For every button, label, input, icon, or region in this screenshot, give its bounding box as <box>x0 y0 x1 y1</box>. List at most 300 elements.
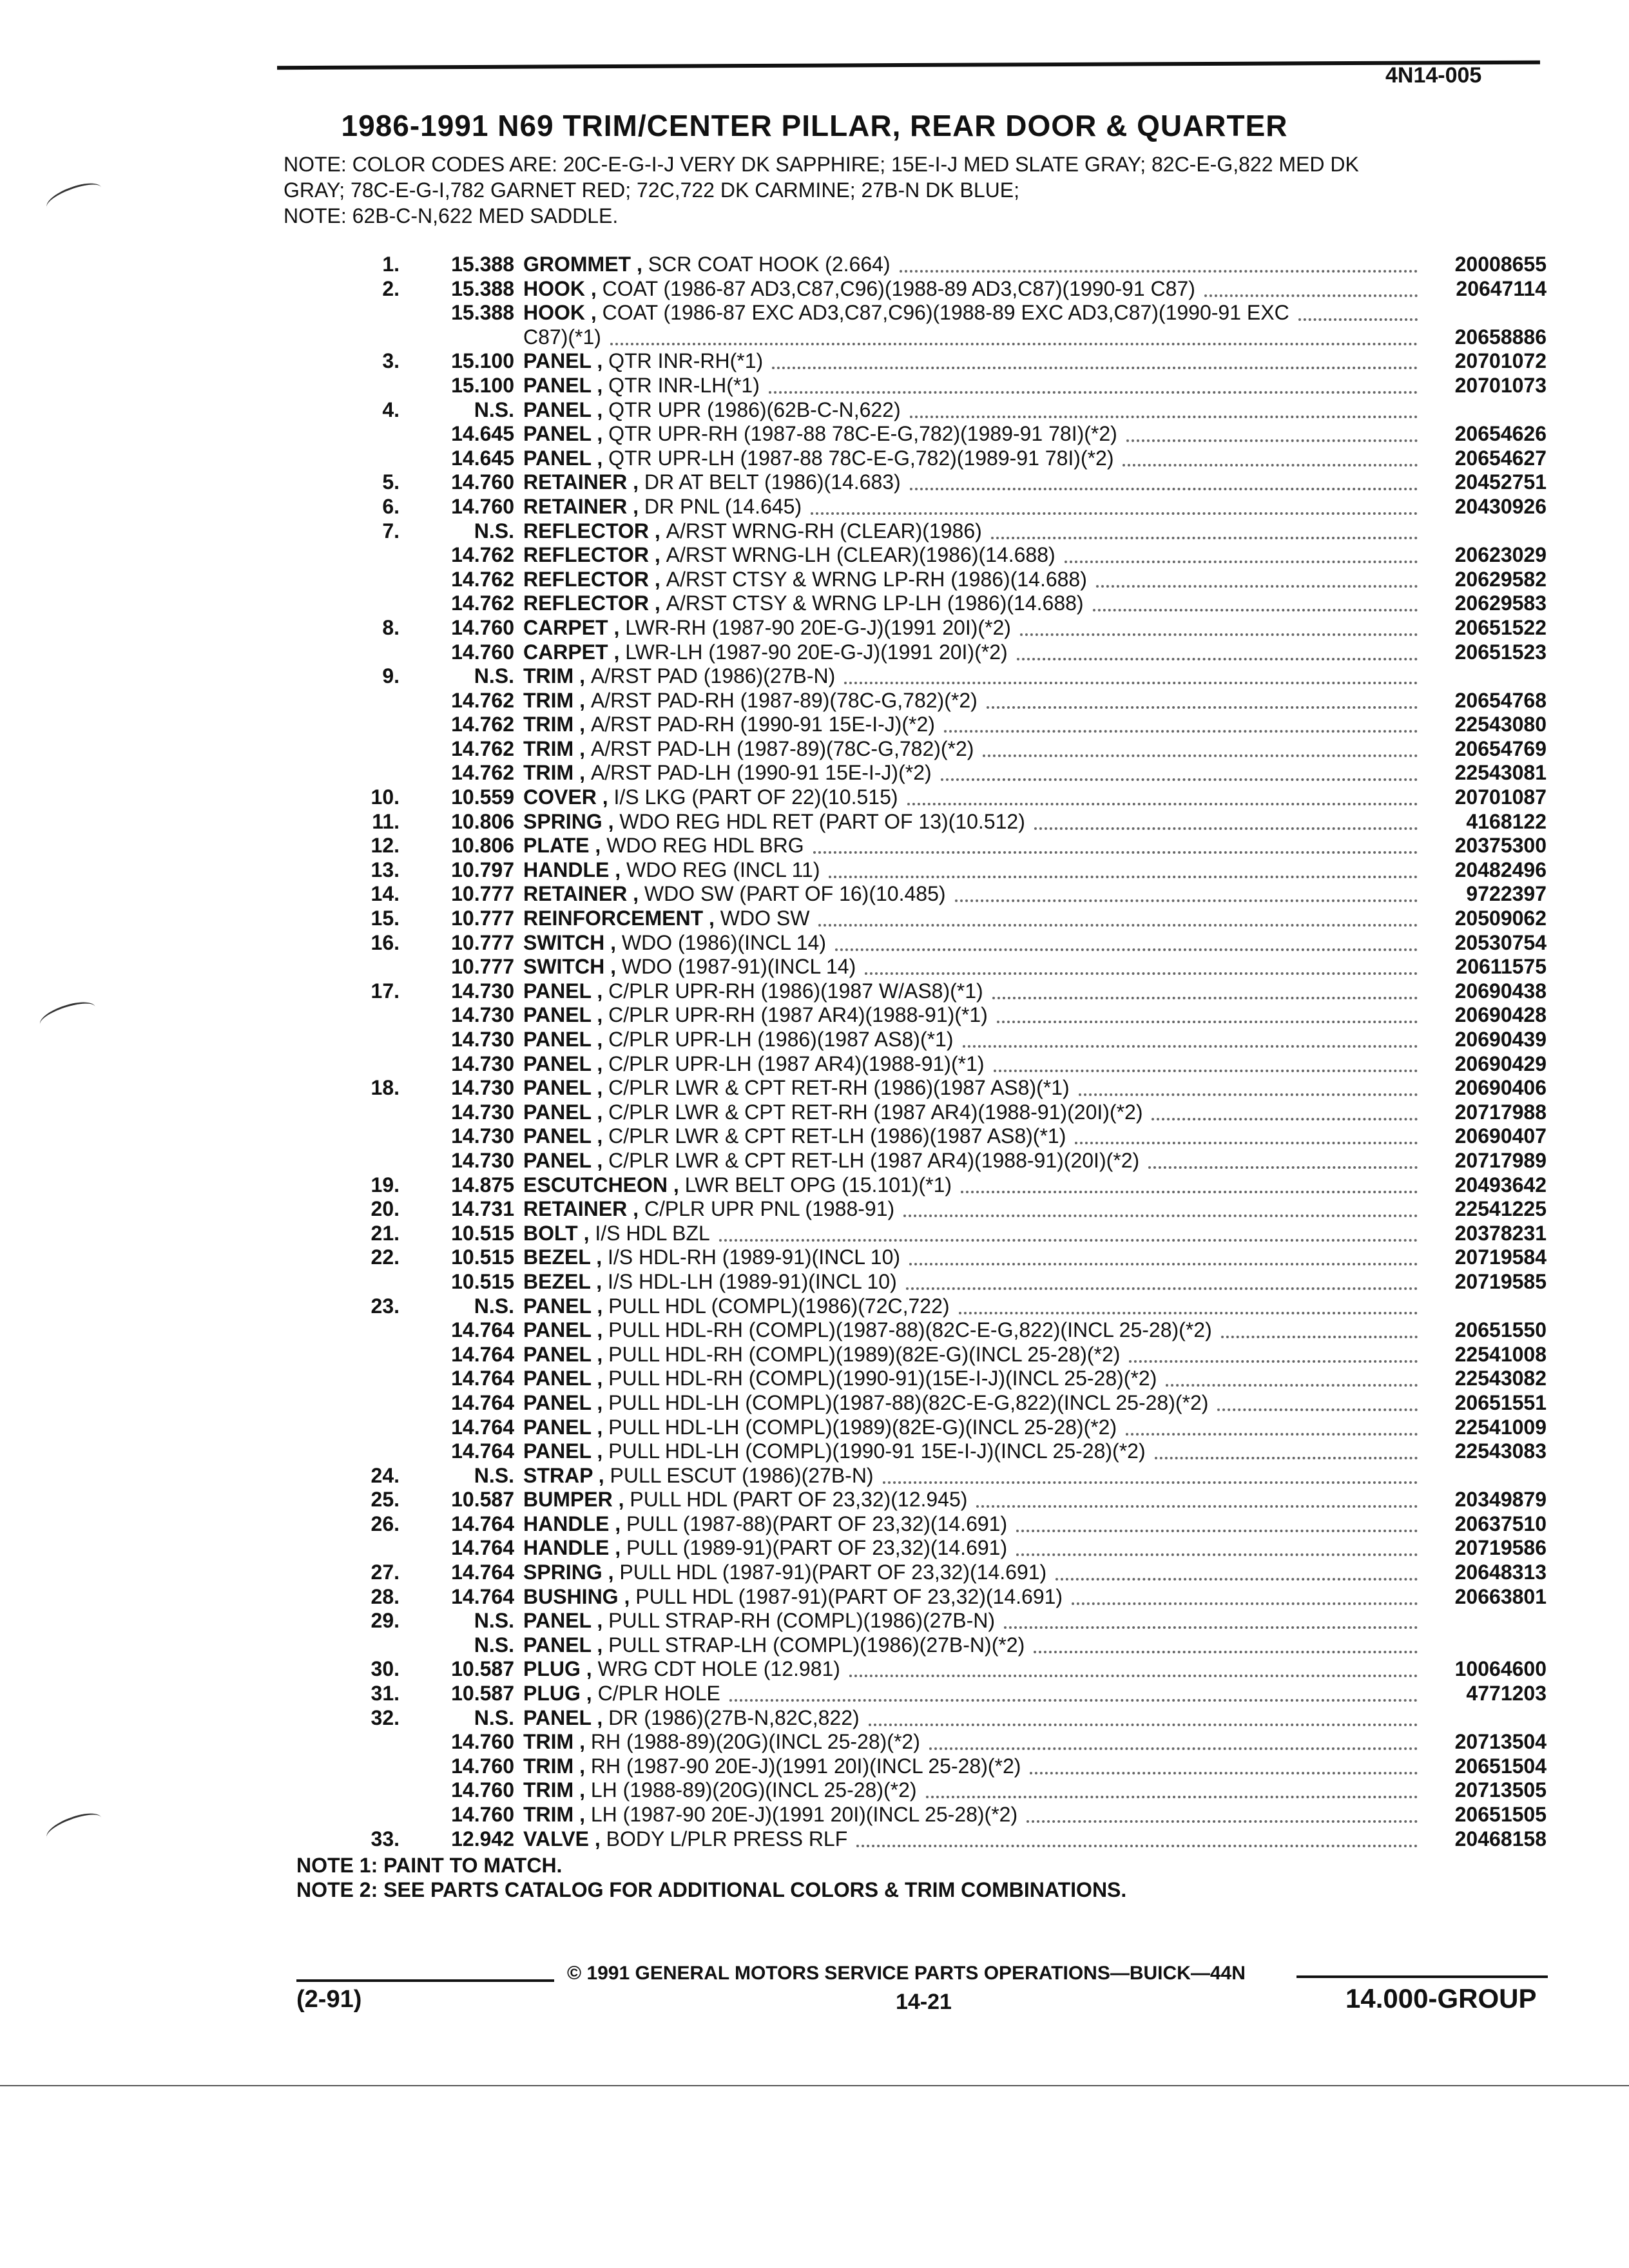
parts-row <box>348 785 1547 810</box>
item-number: 14. <box>371 882 400 906</box>
parts-row <box>348 470 1547 495</box>
item-number: 28. <box>371 1584 400 1608</box>
part-name <box>523 1536 1007 1560</box>
name-separator: , <box>602 1561 620 1584</box>
part-name <box>523 979 983 1003</box>
part-description: PULL HDL (PART OF 23,32)(12.945) <box>630 1488 968 1512</box>
part-description: C/PLR LWR & CPT RET-RH (1986)(1987 AS8)(*1) <box>608 1076 1070 1100</box>
name-separator: , <box>618 1584 636 1608</box>
part-name <box>523 882 946 906</box>
name-separator: , <box>648 519 666 543</box>
name-separator: , <box>591 373 609 397</box>
part-name-text: TRIM <box>523 761 574 785</box>
group-number: N.S. <box>474 1463 514 1487</box>
parts-row <box>348 1730 1547 1754</box>
group-number: 14.764 <box>451 1439 514 1463</box>
group-number: 10.777 <box>451 930 514 954</box>
dot-leader <box>869 1724 1418 1726</box>
item-number: 16. <box>371 930 400 954</box>
part-name <box>523 737 974 761</box>
footer-rule-right <box>1296 1975 1548 1978</box>
parts-row <box>348 1657 1547 1682</box>
part-description: PULL HDL (1987-91)(PART OF 23,32)(14.691) <box>635 1584 1063 1608</box>
parts-row <box>348 1100 1547 1125</box>
part-name <box>523 253 891 276</box>
group-number: N.S. <box>474 1706 514 1729</box>
group-number: 14.762 <box>451 736 514 760</box>
part-description: I/S HDL-LH (1989-91)(INCL 10) <box>607 1269 897 1293</box>
group-number: 10.806 <box>451 834 514 858</box>
part-description: C/PLR LWR & CPT RET-RH (1987 AR4)(1988-91)(20I)(*2) <box>608 1100 1143 1124</box>
parts-list <box>348 253 1547 1851</box>
part-description: A/RST PAD (1986)(27B-N) <box>590 664 836 688</box>
parts-row <box>348 858 1547 883</box>
parts-row <box>348 1827 1547 1852</box>
part-name-text: PANEL <box>523 422 592 446</box>
parts-row <box>348 931 1547 956</box>
part-description: WDO REG (INCL 11) <box>626 858 820 881</box>
dot-leader <box>1017 658 1418 660</box>
dot-leader <box>1096 585 1418 588</box>
part-number: 4168122 <box>1460 810 1547 834</box>
part-name <box>523 1149 1139 1173</box>
part-description: LH (1987-90 20E-J)(1991 20I)(INCL 25-28)(*2) <box>590 1803 1018 1826</box>
name-separator: , <box>608 615 626 639</box>
dot-leader <box>906 1287 1418 1290</box>
part-name <box>523 1245 900 1269</box>
name-separator: , <box>609 858 626 881</box>
parts-row <box>348 810 1547 834</box>
part-number: 20654626 <box>1449 422 1547 446</box>
part-name <box>523 640 1008 664</box>
name-separator: , <box>574 1754 591 1778</box>
parts-row <box>348 1633 1547 1658</box>
name-separator: , <box>703 907 720 930</box>
part-name-text: HANDLE <box>523 1512 610 1535</box>
name-separator: , <box>591 1706 609 1729</box>
part-number: 20482496 <box>1449 858 1547 882</box>
part-name <box>523 1222 710 1245</box>
dot-leader <box>610 343 1418 345</box>
part-name-text: PANEL <box>523 373 592 397</box>
dot-leader <box>1065 561 1418 563</box>
name-separator: , <box>648 567 666 591</box>
name-separator: , <box>609 1512 626 1535</box>
part-number: 20378231 <box>1449 1222 1547 1245</box>
group-number: 14.760 <box>451 1754 514 1778</box>
group-number: 10.587 <box>451 1488 514 1512</box>
part-description: A/RST PAD-LH (1990-91 15E-I-J)(*2) <box>590 761 932 785</box>
part-number: 20701087 <box>1449 785 1547 809</box>
parts-row <box>348 398 1547 423</box>
part-description: C/PLR LWR & CPT RET-LH (1987 AR4)(1988-91)(20I)(*2) <box>608 1148 1140 1172</box>
name-separator: , <box>591 1148 609 1172</box>
parts-row <box>348 1416 1547 1440</box>
parts-row <box>348 1270 1547 1294</box>
part-name <box>523 277 1195 301</box>
name-separator: , <box>591 1633 609 1657</box>
group-number: 10.587 <box>451 1657 514 1681</box>
part-name-text: BOLT <box>523 1221 578 1245</box>
group-number: 10.559 <box>451 785 514 809</box>
part-name <box>523 1003 988 1027</box>
parts-row <box>348 1536 1547 1561</box>
group-number: 10.515 <box>451 1245 514 1269</box>
color-code-notes <box>284 151 1508 229</box>
part-name-text: PLUG <box>523 1657 581 1681</box>
dot-leader <box>961 1191 1418 1193</box>
dot-leader <box>1020 633 1418 636</box>
name-separator: , <box>608 640 626 664</box>
part-number: 4771203 <box>1460 1682 1547 1706</box>
part-name <box>523 616 1011 640</box>
name-separator: , <box>591 1342 609 1366</box>
dot-leader <box>856 1845 1418 1847</box>
part-name-text: PANEL <box>523 1415 592 1439</box>
part-description: PULL STRAP-RH (COMPL)(1986)(27B-N) <box>608 1609 995 1633</box>
group-number: 15.100 <box>451 349 514 373</box>
part-name <box>523 374 760 398</box>
part-description: A/RST CTSY & WRNG LP-RH (1986)(14.688) <box>666 567 1087 591</box>
part-name-text: PANEL <box>523 1003 592 1027</box>
part-name <box>523 1028 954 1052</box>
item-number: 26. <box>371 1512 400 1535</box>
name-separator: , <box>604 930 622 954</box>
part-name-text: BUMPER <box>523 1488 613 1512</box>
name-separator: , <box>668 1173 685 1196</box>
dot-leader <box>1152 1118 1418 1120</box>
part-name-text: CARPET <box>523 615 608 639</box>
part-number: 20713504 <box>1449 1730 1547 1754</box>
punch-mark <box>43 178 105 218</box>
part-name-text: HOOK <box>523 301 585 325</box>
dot-leader <box>1079 1093 1418 1096</box>
part-name <box>523 1197 894 1221</box>
footer-rule-left <box>296 1979 554 1982</box>
dot-leader <box>1298 318 1418 321</box>
part-description: WDO SW <box>720 907 810 930</box>
dot-leader <box>909 1263 1418 1265</box>
dot-leader <box>991 537 1418 539</box>
group-number: 14.764 <box>451 1390 514 1414</box>
dot-leader <box>926 1796 1418 1798</box>
group-number: 10.515 <box>451 1269 514 1293</box>
part-description: C/PLR LWR & CPT RET-LH (1986)(1987 AS8)(*1) <box>608 1124 1066 1148</box>
note-line: GRAY; 78C-E-G-I,782 GARNET RED; 72C,722 DK CARMINE; 27B-N DK BLUE; <box>284 178 1019 202</box>
part-description: RH (1988-89)(20G)(INCL 25-28)(*2) <box>590 1730 920 1754</box>
name-separator: , <box>609 1536 626 1560</box>
name-separator: , <box>592 1463 610 1487</box>
item-number: 2. <box>382 276 400 300</box>
parts-row <box>348 1294 1547 1319</box>
parts-row <box>348 1076 1547 1100</box>
group-number: N.S. <box>474 398 514 421</box>
footer-copyright: © 1991 GENERAL MOTORS SERVICE PARTS OPERATIONS—BUICK—44N <box>567 1963 1246 1984</box>
part-name-text: HOOK <box>523 276 585 300</box>
footnotes <box>296 1853 1126 1902</box>
footnote-1: NOTE 1: PAINT TO MATCH. <box>296 1854 563 1877</box>
group-number: N.S. <box>474 519 514 543</box>
name-separator: , <box>590 1245 608 1269</box>
part-name <box>523 834 804 858</box>
part-number: 22543080 <box>1449 713 1547 736</box>
name-separator: , <box>591 1390 609 1414</box>
group-number: 14.760 <box>451 1778 514 1802</box>
part-description: I/S HDL BZL <box>595 1221 710 1245</box>
part-name-text: SPRING <box>523 1561 602 1584</box>
part-name <box>523 1706 860 1730</box>
dot-leader <box>1016 1553 1418 1556</box>
part-number: 20690439 <box>1449 1028 1547 1052</box>
group-number: 14.730 <box>451 1148 514 1172</box>
parts-row <box>348 1197 1547 1222</box>
group-number: 14.764 <box>451 1536 514 1560</box>
part-description: C/PLR UPR-RH (1987 AR4)(1988-91)(*1) <box>608 1003 988 1027</box>
part-name-text: ESCUTCHEON <box>523 1173 668 1196</box>
part-name <box>523 325 601 349</box>
group-number: 14.731 <box>451 1197 514 1221</box>
part-name <box>523 568 1087 591</box>
part-name <box>523 1754 1021 1778</box>
dot-leader <box>1034 827 1418 830</box>
part-name <box>523 810 1025 834</box>
group-number: N.S. <box>474 1294 514 1318</box>
part-name <box>523 470 901 494</box>
parts-row <box>348 1149 1547 1173</box>
group-number: 15.388 <box>451 253 514 276</box>
dot-leader <box>963 1045 1418 1048</box>
dot-leader <box>929 1747 1418 1750</box>
part-number: 20654768 <box>1449 689 1547 713</box>
punch-mark <box>37 997 99 1035</box>
part-name <box>523 1585 1063 1609</box>
part-number: 20468158 <box>1449 1827 1547 1851</box>
part-name <box>523 422 1117 446</box>
part-description: WDO REG HDL BRG <box>606 834 804 858</box>
name-separator: , <box>648 591 666 615</box>
name-separator: , <box>648 543 666 567</box>
part-number: 20349879 <box>1449 1488 1547 1512</box>
part-name <box>523 689 978 713</box>
group-number: 15.100 <box>451 373 514 397</box>
item-number: 5. <box>382 470 400 494</box>
part-description: PULL HDL (1987-91)(PART OF 23,32)(14.691) <box>619 1561 1047 1584</box>
group-number: 14.760 <box>451 1730 514 1754</box>
part-description: PULL (1989-91)(PART OF 23,32)(14.691) <box>626 1536 1008 1560</box>
part-description: QTR UPR-RH (1987-88 78C-E-G,782)(1989-91 78I)(*2) <box>608 422 1117 446</box>
name-separator: , <box>589 834 607 858</box>
dot-leader <box>769 391 1418 394</box>
part-number: 20719586 <box>1449 1536 1547 1560</box>
dot-leader <box>910 416 1418 418</box>
name-separator: , <box>574 664 591 688</box>
name-separator: , <box>627 470 644 494</box>
part-name-text: VALVE <box>523 1827 589 1850</box>
item-number: 23. <box>371 1294 400 1318</box>
part-description: COAT (1986-87 AD3,C87,C96)(1988-89 AD3,C87)(1990-91 C87) <box>602 276 1195 300</box>
dot-leader <box>813 851 1418 854</box>
part-name <box>523 1100 1142 1124</box>
parts-row <box>348 301 1547 325</box>
dot-leader <box>719 1239 1418 1242</box>
parts-row <box>348 1343 1547 1367</box>
part-number: 9722397 <box>1460 882 1547 906</box>
name-separator: , <box>591 1052 609 1075</box>
part-description: SCR COAT HOOK (2.664) <box>648 253 891 276</box>
name-separator: , <box>574 688 591 712</box>
part-name <box>523 1609 995 1633</box>
parts-row <box>348 1682 1547 1706</box>
dot-leader <box>1123 464 1418 466</box>
dot-leader <box>772 367 1418 369</box>
parts-row <box>348 1778 1547 1803</box>
part-name-text: REINFORCEMENT <box>523 907 704 930</box>
group-number: 10.777 <box>451 955 514 979</box>
part-description: PULL HDL-RH (COMPL)(1989)(82E-G)(INCL 25-28)(*2) <box>608 1342 1121 1366</box>
name-separator: , <box>591 1439 609 1463</box>
name-separator: , <box>627 494 644 518</box>
part-name <box>523 1512 1007 1536</box>
group-number: N.S. <box>474 664 514 688</box>
part-name-text: BUSHING <box>523 1584 619 1608</box>
dot-leader <box>1072 1602 1418 1605</box>
name-separator: , <box>602 809 620 833</box>
part-number: 10064600 <box>1449 1657 1547 1681</box>
parts-row <box>348 1367 1547 1391</box>
group-number: N.S. <box>474 1609 514 1633</box>
part-name-text: SWITCH <box>523 955 605 979</box>
part-name <box>523 1124 1066 1148</box>
parts-row <box>348 1391 1547 1416</box>
dot-leader <box>1093 609 1418 611</box>
part-name <box>523 713 935 736</box>
name-separator: , <box>574 736 591 760</box>
parts-row <box>348 640 1547 665</box>
part-name-text: GROMMET <box>523 253 631 276</box>
parts-row <box>348 277 1547 302</box>
part-name-text: RETAINER <box>523 1197 628 1221</box>
dot-leader <box>1166 1384 1418 1387</box>
part-number: 20654769 <box>1449 737 1547 761</box>
part-description: WDO (1986)(INCL 14) <box>621 930 826 954</box>
part-name <box>523 1633 1025 1657</box>
part-name-text: PANEL <box>523 979 592 1003</box>
name-separator: , <box>591 1124 609 1148</box>
part-description: PULL HDL (COMPL)(1986)(72C,722) <box>608 1294 950 1318</box>
name-separator: , <box>591 398 609 421</box>
part-name <box>523 1076 1070 1100</box>
name-separator: , <box>580 1682 598 1706</box>
group-number: 12.942 <box>451 1827 514 1850</box>
parts-row <box>348 1585 1547 1610</box>
part-number: 20647114 <box>1449 277 1547 301</box>
part-name-text: CARPET <box>523 640 608 664</box>
parts-row <box>348 1222 1547 1246</box>
parts-row <box>348 1609 1547 1633</box>
part-name-text: PANEL <box>523 1052 592 1075</box>
part-name <box>523 1730 920 1754</box>
bottom-rule <box>0 2085 1629 2086</box>
part-name <box>523 761 932 785</box>
part-number: 20648313 <box>1449 1561 1547 1584</box>
part-name <box>523 1464 874 1488</box>
part-description: A/RST PAD-RH (1987-89)(78C-G,782)(*2) <box>590 688 978 712</box>
part-name-text: PANEL <box>523 446 592 470</box>
part-number: 22541009 <box>1449 1416 1547 1439</box>
group-number: 14.645 <box>451 446 514 470</box>
part-description: A/RST WRNG-LH (CLEAR)(1986)(14.688) <box>666 543 1055 567</box>
part-number: 22541008 <box>1449 1343 1547 1367</box>
group-number: 10.515 <box>451 1221 514 1245</box>
dot-leader <box>829 876 1418 878</box>
parts-row <box>348 495 1547 519</box>
dot-leader <box>1155 1457 1418 1459</box>
name-separator: , <box>604 955 622 979</box>
part-description: WDO (1987-91)(INCL 14) <box>621 955 856 979</box>
part-name <box>523 1803 1017 1827</box>
note-line: NOTE: 62B-C-N,622 MED SADDLE. <box>284 204 619 227</box>
name-separator: , <box>585 301 602 325</box>
item-number: 1. <box>382 253 400 276</box>
top-rule <box>277 61 1540 70</box>
part-description: I/S HDL-RH (1989-91)(INCL 10) <box>607 1245 901 1269</box>
name-separator: , <box>596 785 614 809</box>
group-number: 14.762 <box>451 688 514 712</box>
dot-leader <box>903 1215 1418 1217</box>
part-number: 20717989 <box>1449 1149 1547 1173</box>
parts-row <box>348 1439 1547 1464</box>
item-number: 10. <box>371 785 400 809</box>
part-name-text: BEZEL <box>523 1269 591 1293</box>
part-name-text: PANEL <box>523 1124 592 1148</box>
parts-row <box>348 422 1547 447</box>
item-number: 27. <box>371 1561 400 1584</box>
parts-row <box>348 834 1547 858</box>
footnote-2: NOTE 2: SEE PARTS CATALOG FOR ADDITIONAL COLORS & TRIM COMBINATIONS. <box>296 1878 1127 1901</box>
part-description: PULL HDL-LH (COMPL)(1987-88)(82C-E-G,822)(INCL 25-28)(*2) <box>608 1390 1209 1414</box>
group-number: 14.762 <box>451 567 514 591</box>
part-name-text: SPRING <box>523 809 602 833</box>
part-number: 20623029 <box>1449 543 1547 567</box>
part-name-text: PANEL <box>523 1439 592 1463</box>
dot-leader <box>818 924 1418 927</box>
part-number: 20690438 <box>1449 979 1547 1003</box>
group-number: 14.764 <box>451 1318 514 1342</box>
part-description: C/PLR UPR-RH (1986)(1987 W/AS8)(*1) <box>608 979 983 1003</box>
parts-row <box>348 1124 1547 1149</box>
part-number: 20430926 <box>1449 495 1547 519</box>
part-description: LWR-LH (1987-90 20E-G-J)(1991 20I)(*2) <box>625 640 1008 664</box>
note-line: NOTE: COLOR CODES ARE: 20C-E-G-I-J VERY DK SAPPHIRE; 15E-I-J MED SLATE GRAY; 82C-E-G,822 MED DK <box>284 153 1359 176</box>
parts-row <box>348 1488 1547 1512</box>
part-number: 20452751 <box>1449 470 1547 494</box>
parts-row <box>348 664 1547 689</box>
item-number: 15. <box>371 907 400 930</box>
name-separator: , <box>574 713 591 736</box>
item-number: 6. <box>382 494 400 518</box>
part-description: QTR INR-LH(*1) <box>608 373 760 397</box>
name-separator: , <box>574 1730 591 1754</box>
dot-leader <box>907 803 1418 805</box>
parts-row <box>348 1003 1547 1028</box>
group-number: 14.762 <box>451 591 514 615</box>
group-number: 14.760 <box>451 1803 514 1826</box>
part-name <box>523 1052 985 1076</box>
parts-row <box>348 349 1547 374</box>
part-name-text: PANEL <box>523 1028 592 1051</box>
part-name-text: HANDLE <box>523 858 610 881</box>
part-description: LWR BELT OPG (15.101)(*1) <box>684 1173 952 1196</box>
